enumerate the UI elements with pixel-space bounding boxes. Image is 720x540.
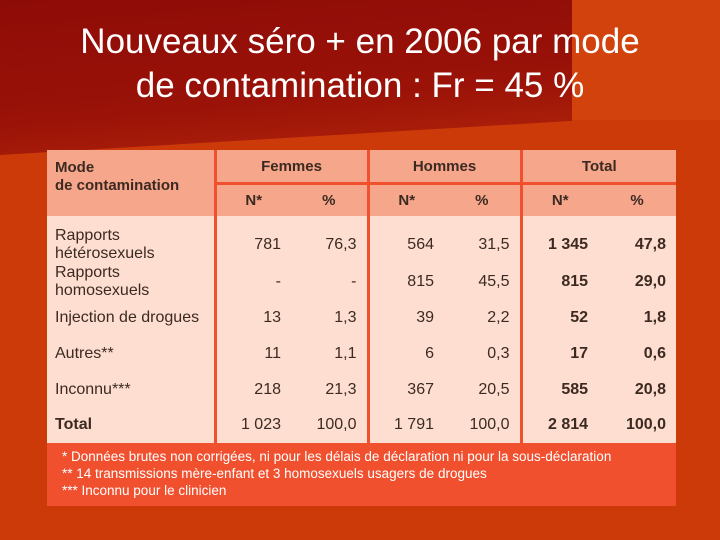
footnote-3: *** Inconnu pour le clinicien: [62, 483, 227, 498]
group-header-total: Total: [521, 150, 676, 184]
cell-femmes-n: 781: [254, 235, 281, 253]
contamination-table: [47, 150, 676, 443]
table-footnotes: [62, 448, 672, 499]
cell-total-n: 17: [570, 344, 589, 362]
cell-total-n: 815: [561, 273, 589, 291]
cell-total-pct: 0,6: [643, 344, 667, 362]
cell-total-pct: 20,8: [634, 380, 667, 398]
mode-header-line-2: de contamination: [55, 177, 180, 194]
cell-hommes-n: 39: [416, 309, 434, 327]
cell-femmes-n: 218: [254, 380, 281, 398]
cell-femmes-n: 11: [264, 344, 281, 362]
cell-hommes-pct: 2,2: [444, 301, 521, 337]
cell-hommes-n: 1 791: [393, 416, 434, 434]
cell-hommes-pct: 0,3: [444, 336, 521, 372]
contamination-table-panel: [47, 150, 676, 506]
cell-hommes-n: 815: [407, 273, 434, 291]
cell-total-pct: 1,8: [643, 309, 667, 327]
cell-total-pct: 47,8: [634, 235, 667, 253]
cell-femmes-pct: 1,1: [291, 336, 368, 372]
row-label: Injection de drogues: [47, 301, 215, 337]
cell-hommes-n: 6: [425, 344, 434, 362]
row-label: Rapports homosexuels: [47, 263, 215, 300]
cell-total-pct: 29,0: [634, 273, 667, 291]
cell-total-n: 1 345: [547, 235, 589, 253]
table-row: [47, 216, 676, 263]
table-row: [47, 336, 676, 372]
subheader-total-pct: %: [630, 192, 644, 209]
row-label: Inconnu***: [47, 372, 215, 408]
cell-femmes-pct: 100,0: [291, 407, 368, 443]
cell-femmes-pct: 76,3: [291, 216, 368, 263]
cell-total-n: 585: [561, 380, 589, 398]
cell-total-n: 2 814: [547, 416, 589, 434]
cell-hommes-n: 564: [407, 235, 434, 253]
row-label: Total: [47, 407, 215, 443]
cell-femmes-pct: 1,3: [291, 301, 368, 337]
slide-title: [0, 20, 720, 108]
cell-femmes-n: -: [275, 273, 281, 291]
cell-hommes-pct: 100,0: [444, 407, 521, 443]
mode-header: [47, 150, 215, 216]
mode-header-line-1: Mode: [55, 159, 95, 176]
table-row: [47, 301, 676, 337]
subheader-total-n: N*: [551, 192, 569, 209]
group-header-hommes: Hommes: [368, 150, 521, 184]
row-label: Rapports hétérosexuels: [47, 216, 215, 263]
cell-hommes-pct: 45,5: [444, 263, 521, 300]
subheader-femmes-n: N*: [245, 192, 263, 209]
slide-title-line-1: Nouveaux séro + en 2006 par mode: [80, 22, 640, 61]
cell-femmes-pct: 21,3: [291, 372, 368, 408]
cell-hommes-pct: 20,5: [444, 372, 521, 408]
footnote-2: ** 14 transmissions mère-enfant et 3 homosexuels usagers de drogues: [62, 466, 487, 481]
cell-total-n: 52: [570, 309, 589, 327]
group-header-femmes: Femmes: [215, 150, 368, 184]
cell-total-pct: 100,0: [625, 416, 667, 434]
cell-femmes-n: 1 023: [240, 416, 281, 434]
footnote-1: * Données brutes non corrigées, ni pour les délais de déclaration ni pour la sous-déclaration: [62, 449, 612, 464]
table-row-total: [47, 407, 676, 443]
cell-femmes-pct: -: [291, 263, 368, 300]
subheader-femmes-pct: %: [291, 184, 368, 217]
cell-hommes-pct: 31,5: [444, 216, 521, 263]
table-row: [47, 263, 676, 300]
row-label: Autres**: [47, 336, 215, 372]
cell-femmes-n: 13: [263, 309, 281, 327]
cell-hommes-n: 367: [407, 380, 434, 398]
subheader-hommes-n: N*: [398, 192, 416, 209]
table-row: [47, 372, 676, 408]
slide-title-line-2: de contamination : Fr = 45 %: [135, 66, 585, 105]
subheader-hommes-pct: %: [444, 184, 521, 217]
